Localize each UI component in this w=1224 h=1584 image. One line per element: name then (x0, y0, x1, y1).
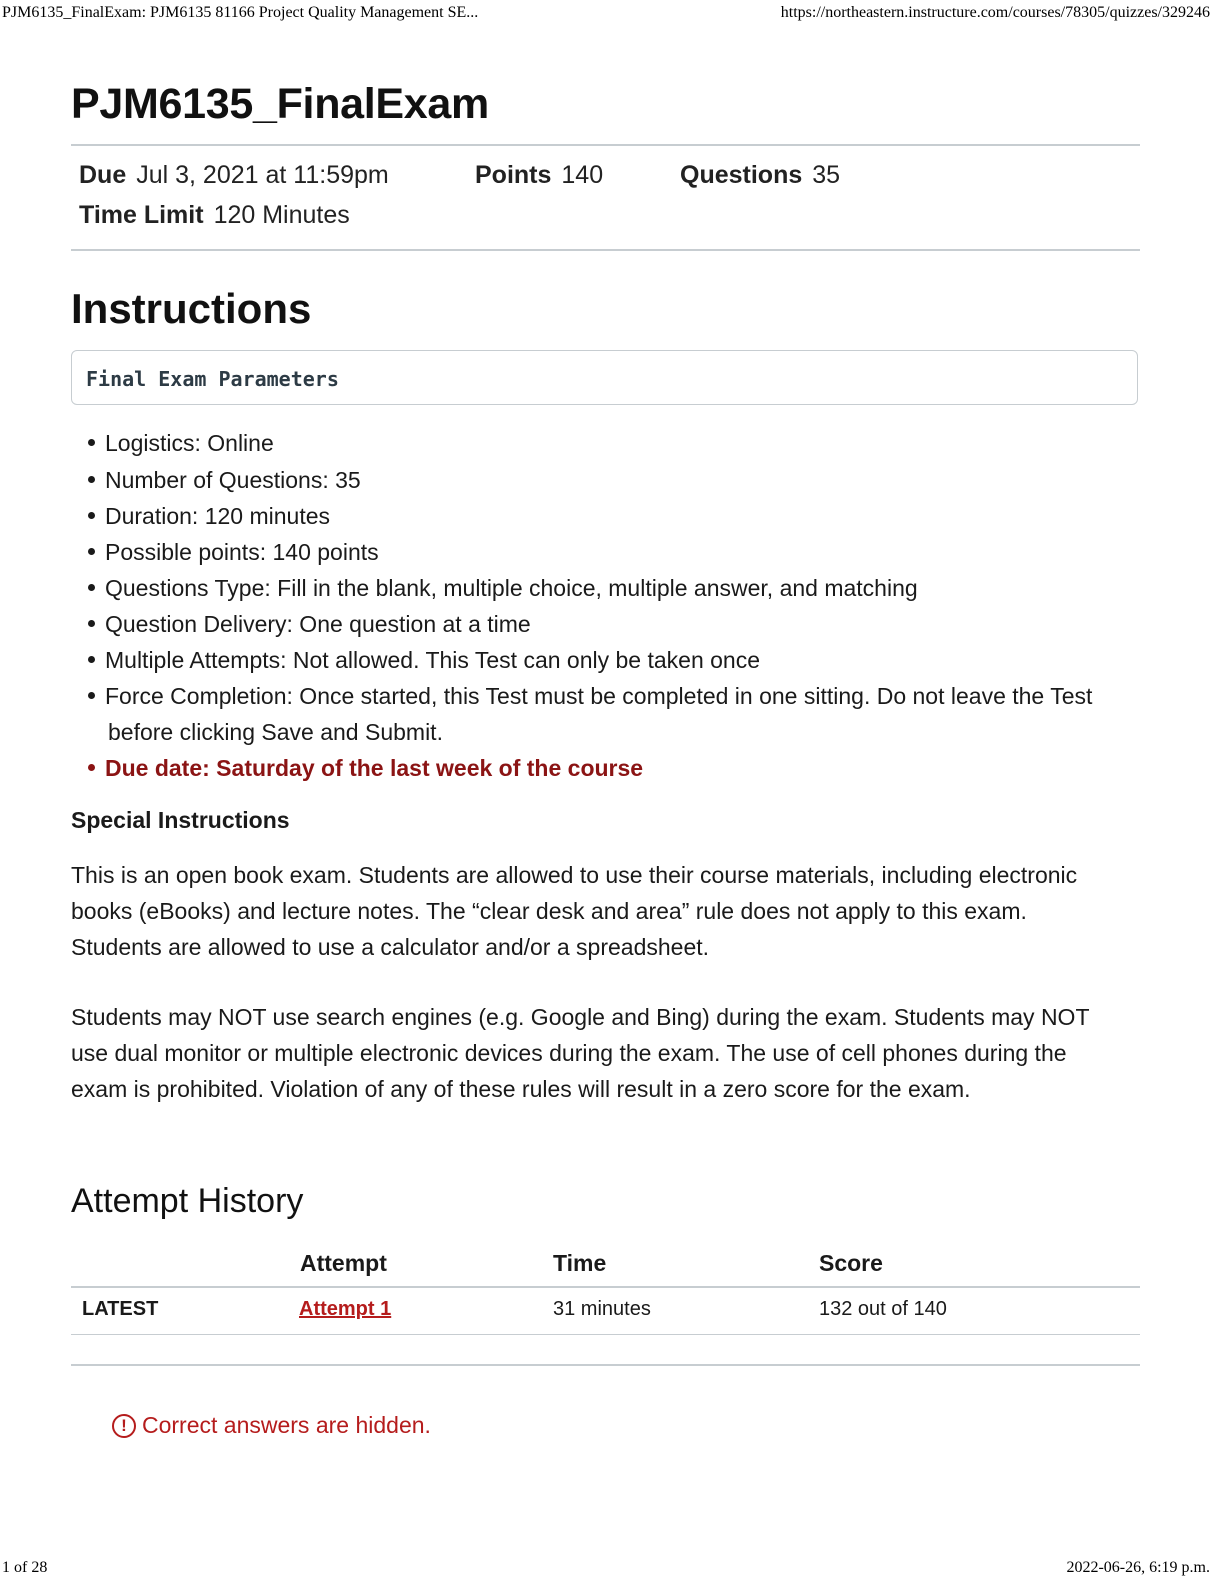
bullet-icon (88, 764, 95, 771)
time-limit-label: Time Limit (79, 201, 204, 229)
points (475, 161, 603, 190)
column-header-score: Score (819, 1250, 883, 1276)
list-item: Questions Type: Fill in the blank, multiple choice, multiple answer, and matching (88, 570, 918, 606)
bullet-icon (88, 620, 95, 627)
special-instructions-heading: Special Instructions (71, 807, 290, 833)
questions-label: Questions (680, 161, 803, 189)
print-footer (0, 1559, 1224, 1581)
bullet-icon (88, 692, 95, 699)
bullet-icon (88, 512, 95, 519)
column-header-time: Time (553, 1250, 607, 1276)
correct-answers-hidden-notice (112, 1412, 431, 1439)
list-item-due-date: Due date: Saturday of the last week of the course (88, 750, 643, 786)
bullet-icon (88, 656, 95, 663)
due-value: Jul 3, 2021 at 11:59pm (136, 161, 389, 189)
bullet-icon (88, 548, 95, 555)
print-timestamp: 2022-06-26, 6:19 p.m. (1066, 1559, 1210, 1576)
bullet-icon (88, 439, 95, 446)
print-header-url: https://northeastern.instructure.com/courses/78305/quizzes/329246 (780, 4, 1210, 21)
attempt-history-heading: Attempt History (71, 1182, 304, 1220)
due-label: Due (79, 161, 127, 189)
bullet-icon (88, 584, 95, 591)
time-limit-value: 120 Minutes (213, 201, 350, 229)
points-value: 140 (561, 161, 604, 189)
questions (680, 161, 840, 190)
list-item: Logistics: Online (88, 425, 274, 461)
divider (71, 1364, 1140, 1366)
column-header-attempt: Attempt (300, 1250, 387, 1276)
questions-value: 35 (812, 161, 841, 189)
attempt-time: 31 minutes (553, 1298, 651, 1320)
table-row-divider (71, 1334, 1140, 1335)
list-item: Number of Questions: 35 (88, 462, 361, 498)
page-title: PJM6135_FinalExam (71, 80, 489, 128)
print-header (0, 4, 1224, 26)
list-item: Force Completion: Once started, this Test must be completed in one sitting. Do not leave the Test (88, 678, 1092, 714)
time-limit (79, 201, 350, 230)
points-label: Points (475, 161, 552, 189)
attempt-score: 132 out of 140 (819, 1298, 947, 1320)
list-item: Duration: 120 minutes (88, 498, 330, 534)
divider (71, 144, 1140, 146)
table-header-divider (71, 1286, 1140, 1288)
list-item-continuation: before clicking Save and Submit. (108, 719, 443, 745)
list-item: Multiple Attempts: Not allowed. This Test can only be taken once (88, 642, 760, 678)
latest-label: LATEST (82, 1298, 159, 1320)
attempt-1-link[interactable]: Attempt 1 (299, 1298, 392, 1320)
page-number: 1 of 28 (2, 1559, 48, 1576)
list-item: Question Delivery: One question at a time (88, 606, 531, 642)
final-exam-parameters-box: Final Exam Parameters (71, 350, 1138, 405)
due-date (79, 161, 389, 190)
list-item: Possible points: 140 points (88, 534, 379, 570)
notice-text: Correct answers are hidden. (142, 1412, 431, 1438)
print-header-title: PJM6135_FinalExam: PJM6135 81166 Project Quality Management SE... (2, 4, 479, 21)
special-instructions-paragraph-2: Students may NOT use search engines (e.g. Google and Bing) during the exam. Students may NOT use dual monitor or multiple electronic devices during the exam. The use of cell phones during the exam is prohibited. Violation of any of these rules will result in a zero score for the exam. (71, 1004, 1090, 1102)
special-instructions-paragraph-1: This is an open book exam. Students are allowed to use their course materials, including electronic books (eBooks) and lecture notes. The “clear desk and area” rule does not apply to this exam. Students are allowed to use a calculator and/or a spreadsheet. (71, 862, 1078, 960)
warning-icon: ! (112, 1414, 136, 1438)
divider (71, 249, 1140, 251)
instructions-heading: Instructions (71, 285, 312, 332)
bullet-icon (88, 476, 95, 483)
